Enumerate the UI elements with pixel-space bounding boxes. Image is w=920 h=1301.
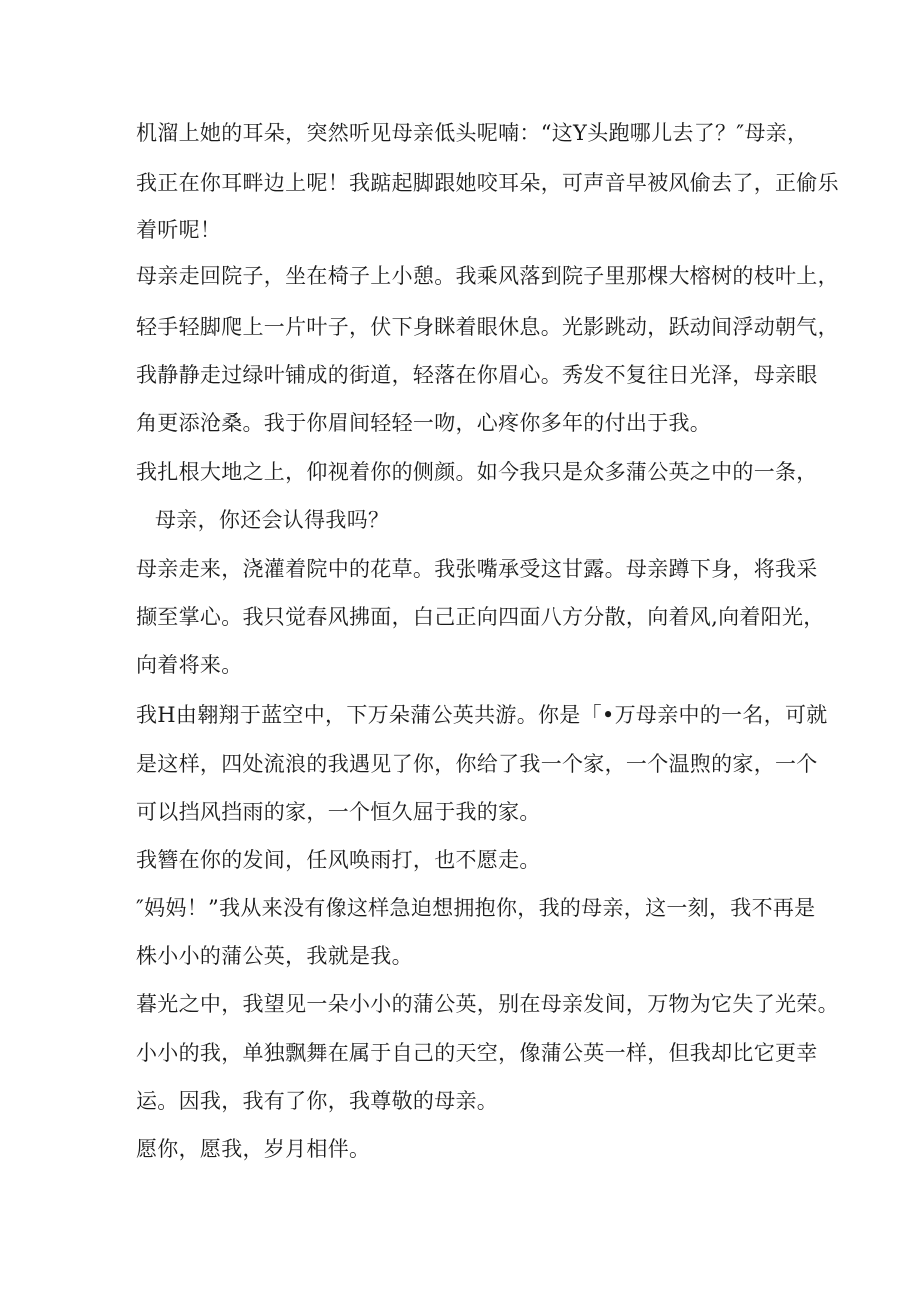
text-line: 我簪在你的发间，任风唤雨打，也不愿走。 <box>136 848 541 872</box>
text-line: 我正在你耳畔边上呢！我踮起脚跟她咬耳朵，可声音早被风偷去了，正偷乐 <box>136 171 839 195</box>
text-line: ″妈妈！”我从来没有像这样急迫想拥抱你，我的母亲，这一刻，我不再是 <box>136 896 816 920</box>
text-line: 愿你，愿我，岁月相伴。 <box>136 1137 371 1161</box>
text-line: 向着将来。 <box>136 653 243 677</box>
text-line: 轻手轻脚爬上一片叶子，伏下身眯着眼休息。光影跳动，跃动间浮动朝气， <box>136 315 839 339</box>
text-line: 母亲走回院子，坐在椅子上小憩。我乘风落到院子里那棵大榕树的枝叶上， <box>136 264 839 288</box>
text-line: 母亲，你还会认得我吗？ <box>155 508 390 532</box>
text-line: 是这样，四处流浪的我遇见了你，你给了我一个家，一个温煦的家，一个 <box>136 752 818 776</box>
text-line: 机溜上她的耳朵，突然听见母亲低头呢喃：“这Y头跑哪儿去了？″母亲， <box>136 121 809 145</box>
text-line: 着听呢！ <box>136 218 222 242</box>
text-line: 角更添沧桑。我于你眉间轻轻一吻，心疼你多年的付出于我。 <box>136 411 712 435</box>
text-line: 我扎根大地之上，仰视着你的侧颜。如今我只是众多蒲公英之中的一条， <box>136 460 818 484</box>
text-line: 我静静走过绿叶铺成的街道，轻落在你眉心。秀发不复往日光泽，母亲眼 <box>136 363 818 387</box>
text-line: 我H由翱翔于蓝空中，下万朵蒲公英共游。你是「•万母亲中的一名，可就 <box>136 703 828 727</box>
text-line: 母亲走来，浇灌着院中的花草。我张嘴承受这甘露。母亲蹲下身，将我采 <box>136 557 818 581</box>
text-line: 小小的我，单独飘舞在属于自己的天空，像蒲公英一样，但我却比它更幸 <box>136 1041 818 1065</box>
text-line: 运。因我，我有了你，我尊敬的母亲。 <box>136 1089 499 1113</box>
text-line: 株小小的蒲公英，我就是我。 <box>136 944 413 968</box>
text-line: 撷至掌心。我只觉春风拂面，白己正向四面八方分散，向着风,向着阳光， <box>136 605 825 629</box>
text-line: 暮光之中，我望见一朵小小的蒲公英，别在母亲发间，万物为它失了光荣。 <box>136 992 839 1016</box>
text-line: 可以挡风挡雨的家，一个恒久屈于我的家。 <box>136 800 541 824</box>
